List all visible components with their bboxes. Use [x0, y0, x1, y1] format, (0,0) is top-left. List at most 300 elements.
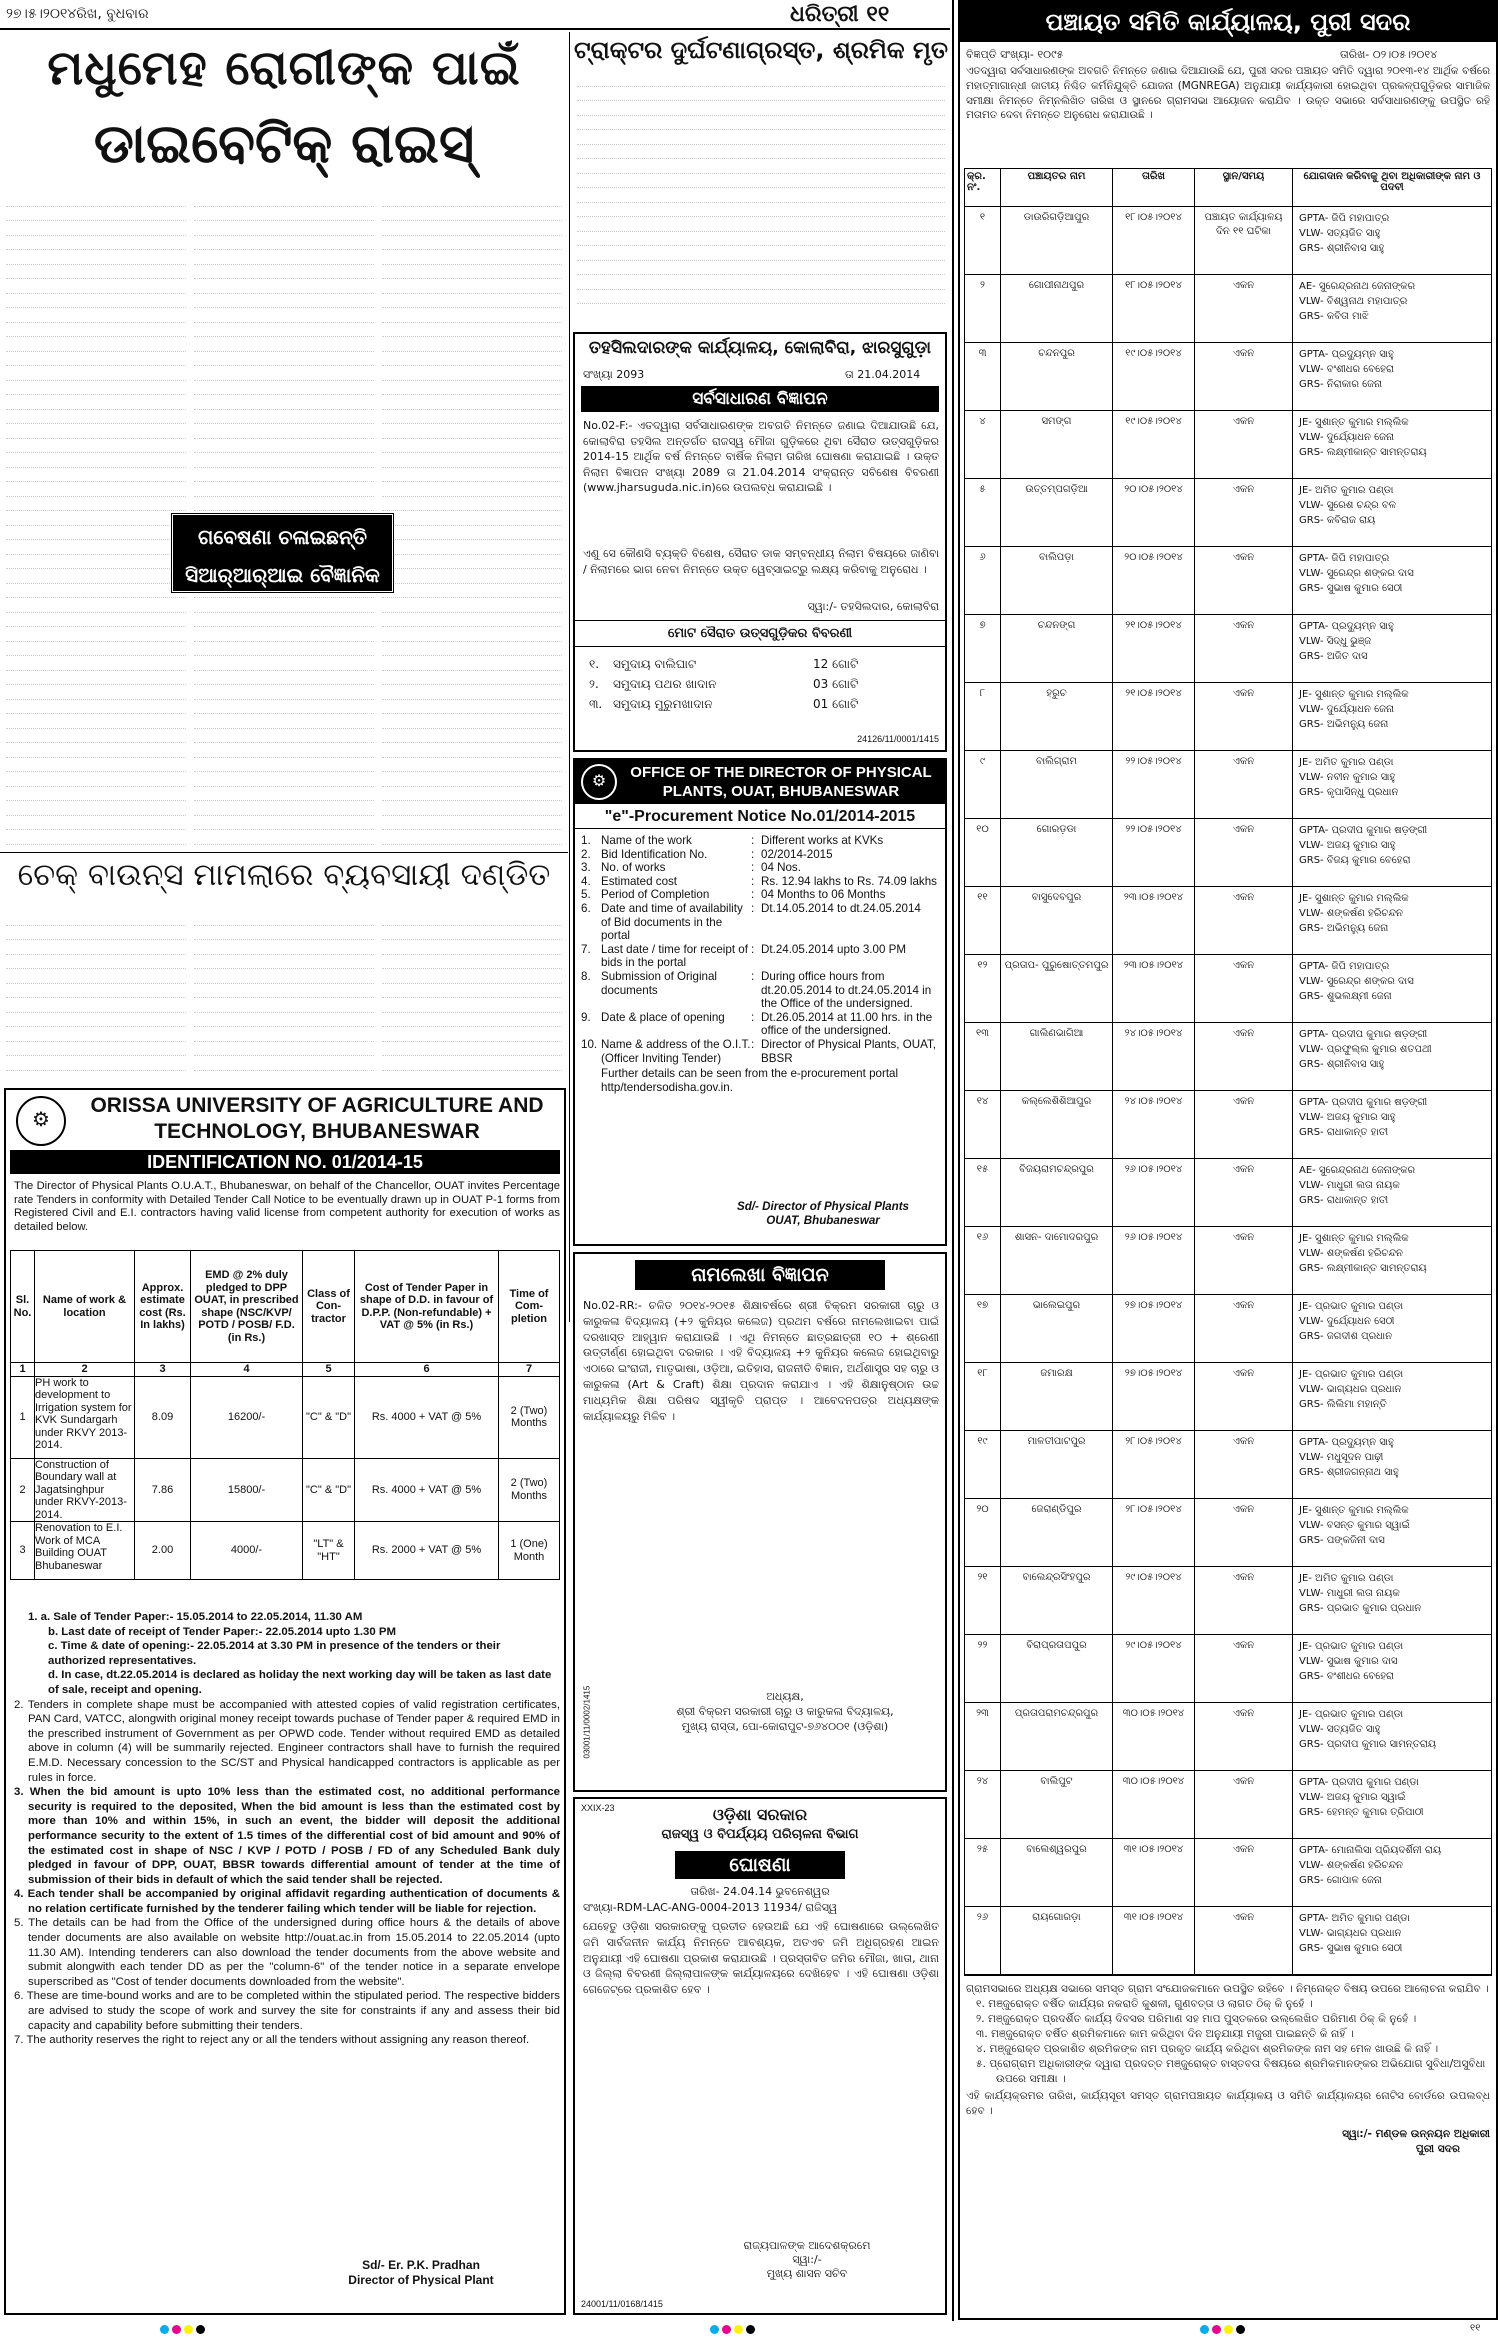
ouat-signature: Sd/- Er. P.K. Pradhan Director of Physical Plant: [348, 2258, 494, 2287]
cell-place: ଏକନ: [1195, 1635, 1293, 1702]
govt-signature: ରାଜ୍ୟପାଳଙ୍କ ଆଦେଶକ୍ରମେ ସ୍ୱା:/- ମୁଖ୍ୟ ଶାସନ ସଚିବ: [743, 2239, 871, 2280]
table-row: [965, 411, 1491, 479]
cell-name: ରାୟଗୋରଡ଼ା: [1001, 1907, 1113, 1974]
cell-name: ଚନ୍ଦନପୁର: [1001, 343, 1113, 410]
officer-line: JE- ପ୍ରଭାତ କୁମାର ପଣ୍ଡା: [1299, 1369, 1404, 1380]
officer-line: VLW- ନବୀନ କୁମାର ସାହୁ: [1299, 772, 1396, 783]
cell-name: ବାସୁଦେବପୁର: [1001, 887, 1113, 954]
tahasil-table-title: ମୋଟ ସୈରାତ ଉତ୍ସଗୁଡ଼ିକର ବିବରଣୀ: [667, 626, 853, 641]
list-item: 9. Date & place of opening : Dt.26.05.2014 at 11.00 hrs. in the office of the undersigned.: [581, 1010, 933, 1038]
col-header: Approx. estimate cost (Rs. In lakhs): [135, 1251, 191, 1363]
officer-line: GPTA- ଜିପି ମହାପାତ୍ର: [1299, 961, 1390, 972]
officer-line: JE- ପ୍ରଭାତ କୁମାର ପଣ୍ଡା: [1299, 1641, 1404, 1652]
tahasil-body: No.02-F:- ଏତଦ୍ୱାରା ସର୍ବସାଧାରଣଙ୍କ ଅବଗତି ନିମନ୍ତେ ଜଣାଇ ଦିଆଯାଉଛି ଯେ, କୋଲାବିରା ତହସିଲ ଅନ୍ତର୍ଗତ ରାଜସ୍ୱ ମୌଜା ଗୁଡ଼ିକରେ ଥିବା ସୈରାତ ଉତ୍ସଗୁଡ଼ିକର 2014-15 ଆର୍ଥିକ ବର୍ଷ ନିମନ୍ତେ ବାର୍ଷିକ ନିଲାମ ତାରିଖ ଘୋଷଣା କରାଯାଇଛି । ଉକ୍ତ ନିଲାମ ବିଜ୍ଞାପନ ସଂଖ୍ୟା 2089 ତା 21.04.2014 ସଂକ୍ରାନ୍ତ ସବିଶେଷ ବିବରଣୀ (www.jharsuguda.nic.in)ରେ ଉପଲବ୍ଧ କରାଯାଇଛି ।: [583, 419, 939, 494]
cell-name: ସମଙ୍ଗ: [1001, 411, 1113, 478]
cell-place: ଏକନ: [1195, 1703, 1293, 1770]
cell-name: ଗୋପୀନାଥପୁର: [1001, 275, 1113, 342]
govt-title1: ଓଡ଼ିଶା ସରକାର: [712, 1805, 808, 1824]
officer-line: VLW- ଶଙ୍କର୍ଷଣ ହରିଚନ୍ଦନ: [1299, 908, 1403, 919]
list-item: 8. Submission of Original documents : During office hours from dt.20.05.2014 to dt.24.05.2014 in the Office of the undersigned.: [581, 969, 932, 1011]
cell-place: ଏକନ: [1195, 955, 1293, 1022]
officer-line: GPTA- ପ୍ରଦ୍ୟୁମ୍ନ ସାହୁ: [1299, 621, 1394, 632]
officer-line: VLW- ମାଧୁରୀ ଲତା ନାୟକ: [1299, 1180, 1400, 1191]
officer-line: GRS- ନିରାକାର ଜେନା: [1299, 379, 1383, 390]
ouat-title1: ORISSA UNIVERSITY OF AGRICULTURE AND: [90, 1094, 544, 1117]
officer-line: JE- ପ୍ରଭାତ କୁମାର ପଣ୍ଡା: [1299, 1709, 1404, 1720]
panchayat-intro: ଏତଦ୍ୱାରା ସର୍ବସାଧାରଣଙ୍କ ଅବଗତି ନିମନ୍ତେ ଜଣାଇ ଦିଆଯାଉଛି ଯେ, ପୁରୀ ସଦର ପଞ୍ଚାୟତ ସମିତି ଦ୍ୱାରା ୨୦୧୩-୧୪ ଆର୍ଥିକ ବର୍ଷରେ ମହାତ୍ମାଗାନ୍ଧୀ ଜାତୀୟ ନିଶ୍ଚିତ କର୍ମନିଯୁକ୍ତି ଯୋଜନା (MGNREGA) ଅନୁଯାୟୀ କାର୍ଯ୍ୟକାରୀ ହୋଇଥିବା ପ୍ରକଳ୍ପଗୁଡ଼ିକର ସାମାଜିକ ସମୀକ୍ଷା ନିମନ୍ତେ ନିମ୍ନଲିଖିତ ତାରିଖ ଓ ସ୍ଥାନରେ ଗ୍ରାମସଭା ଆୟୋଜନ କରାଯିବ । ଉକ୍ତ ସଭାରେ ସର୍ବସାଧାରଣଙ୍କୁ ଉପସ୍ଥିତ ରହି ମତାମତ ଦେବା ନିମନ୍ତେ ଅନୁରୋଧ କରାଯାଉଛି ।: [966, 65, 1490, 122]
table-row: [965, 683, 1491, 751]
officer-line: JE- ସୁଶାନ୍ତ କୁମାର ମଲ୍ଲିକ: [1299, 417, 1409, 428]
officer-line: VLW- ସୁରେନ୍ଦ୍ର ଶଙ୍କର ଦାସ: [1299, 976, 1414, 987]
body-col1: [6, 911, 186, 1081]
cell-place: ଏକନ: [1195, 1295, 1293, 1362]
col-num: 5: [303, 1363, 355, 1377]
table-row: [965, 479, 1491, 547]
table-row: [965, 751, 1491, 819]
officer-line: AE- ସୁରେନ୍ଦ୍ରନାଥ ଜେନାଙ୍କର: [1299, 281, 1416, 292]
cell-officers: [1293, 479, 1491, 546]
tahasil-code: 24126/11/0001/1415: [857, 734, 939, 744]
cell-sl: ୧୮: [965, 1363, 1001, 1430]
cell-name: ଗୋରଡ଼ଡା: [1001, 819, 1113, 886]
cell-date: ୩୧।୦୫।୨୦୧୪: [1113, 1839, 1195, 1906]
table-row: [965, 1227, 1491, 1295]
officer-line: JE- ସୁଶାନ୍ତ କୁମାର ମଲ୍ଲିକ: [1299, 1233, 1409, 1244]
cell-place: ଏକନ: [1195, 343, 1293, 410]
footer-intro: ଗ୍ରାମସଭାରେ ଅଧ୍ୟକ୍ଷ ସଭାରେ ସମସ୍ତ ଗ୍ରାମ ସଂଯୋଜକମାନେ ଉପସ୍ଥିତ ରହିବେ । ନିମ୍ନୋକ୍ତ ବିଷୟ ଉପରେ ଆଲୋଚନା କରାଯିବ ।: [966, 1983, 1489, 1995]
officer-line: VLW- ଅଜୟ କୁମାର ସାହୁ: [1299, 840, 1396, 851]
govt-bar: ଘୋଷଣା: [675, 1851, 845, 1879]
cell-date: ୨୭।୦୫।୨୦୧୪: [1113, 1363, 1195, 1430]
officer-line: GPTA- ପ୍ରଦ୍ୟୁମ୍ନ ସାହୁ: [1299, 349, 1394, 360]
table-row: [965, 1431, 1491, 1499]
dpp-items: [581, 834, 941, 1094]
officer-line: GRS- କବିରାଜ ରାୟ: [1299, 515, 1376, 526]
cell-sl: ୨୪: [965, 1771, 1001, 1838]
officer-line: VLW- ସୁଭାଷ କୁମାର ଦାସ: [1299, 1656, 1398, 1667]
ouat-tender-ad: [4, 1088, 566, 2315]
cell-name: ମାଳତୀପାଟପୁର: [1001, 1431, 1113, 1498]
registration-dot: [710, 2325, 719, 2334]
cell-officers: [1293, 1295, 1491, 1362]
table-row: [965, 1023, 1491, 1091]
officer-line: GPTA- ଅମିତ କୁମାର ପଣ୍ଡା: [1299, 1913, 1410, 1924]
officer-line: VLW- ଦୁର୍ଯ୍ୟୋଧନ ସେଠୀ: [1299, 1316, 1395, 1327]
cell-officers: [1293, 1567, 1491, 1634]
cell-name: ଉତ୍ତମ୍ପଗଡ଼ିଆ: [1001, 479, 1113, 546]
enroll-body: No.02-RR:- ଚଳିତ ୨୦୧୪-୨୦୧୫ ଶିକ୍ଷାବର୍ଷରେ ଶ୍ରୀ ବିକ୍ରମ ସରକାରୀ ଚାରୁ ଓ କାରୁକଳା ବିଦ୍ୟାଳୟ (+୨ କୁନିୟର କଲେଜ) ପ୍ରଥମ ବର୍ଷରେ ନାମଲେଖାଇବା ପାଇଁ ଦରଖାସ୍ତ ଆହ୍ୱାନ କରାଯାଉଛି । ଏଥି ନିମନ୍ତେ ଛାତ୍ରଛାତ୍ରୀ ୧୦ + ଶ୍ରେଣୀ ଉତ୍ତୀର୍ଣ୍ଣ ହୋଇଥିବା ଦରକାର । ଏହି ବିଦ୍ୟାଳୟ +୨ କୁନିୟର କଲେଜ ହୋଇଥିବାରୁ ଏଠାରେ ଇଂରାଜୀ, ମାତୃଭାଷା, ଓଡ଼ିଆ, ଇତିହାସ, ରାଜନୀତି ବିଜ୍ଞାନ, ଅର୍ଥଶାସ୍ତ୍ର ସହ ଚାରୁ ଓ କାରୁକଳା (Art & Craft) ଶିକ୍ଷା ପ୍ରଦାନ କରାଯାଏ । ଏହି ଶିକ୍ଷାନୁଷ୍ଠାନ ଉଚ୍ଚ ମାଧ୍ୟମିକ ଶିକ୍ଷା ପରିଷଦ ସ୍ୱୀକୃତି ପ୍ରାପ୍ତ । ଆବେଦନପତ୍ର ଅଧ୍ୟକ୍ଷଙ୍କ କାର୍ଯ୍ୟାଳୟରୁ ମିଳିବ ।: [583, 1299, 939, 1423]
officer-line: VLW- ଅଜୟ କୁମାର ସ୍ୱାଇଁ: [1299, 1792, 1406, 1803]
cell-place: ଏକନ: [1195, 1499, 1293, 1566]
cell-sl: ୮: [965, 683, 1001, 750]
cell-date: ୨୬।୦୫।୨୦୧୪: [1113, 1159, 1195, 1226]
table-row: [965, 955, 1491, 1023]
cell-name: ଜେରାଣ୍ଡିପୁର: [1001, 1499, 1113, 1566]
ouat-logo-icon: ⚙: [581, 764, 617, 800]
cell-place: ଏକନ: [1195, 819, 1293, 886]
tahasil-date: ତା 21.04.2014: [845, 368, 921, 381]
officer-line: GRS- ଅଭିମନ୍ୟୁ ଜେନା: [1299, 719, 1389, 730]
cell-sl: ୧୨: [965, 955, 1001, 1022]
officer-line: GRS- କବିତା ମାଝି: [1299, 311, 1369, 322]
officer-line: GRS- ଲିଲିମା ମହାନ୍ତି: [1299, 1399, 1387, 1410]
divider: [575, 620, 945, 621]
note-7: The authority reserves the right to reject any or all the tenders without assigning any reason thereof.: [26, 2034, 530, 2047]
officer-line: GPTA- ପ୍ରଦୀପ କୁମାର ଷଡ଼ଙ୍ଗୀ: [1299, 1097, 1428, 1108]
govt-number: ସଂଖ୍ୟା-RDM-LAC-ANG-0004-2013 11934/ ରାଜିସ୍ୱ: [583, 1901, 838, 1914]
cell-sl: ୧୪: [965, 1091, 1001, 1158]
cell-sl: ୭: [965, 615, 1001, 682]
dpp-eprocurement: [573, 758, 947, 1246]
divider: [575, 646, 945, 647]
col-header: Cost of Tender Paper in shape of D.D. in favour of D.P.P. (Non-refundable) + VAT @ 5% (in Rs.): [355, 1251, 499, 1363]
officer-line: GRS- ପ୍ରଭାତ କୁମାର ପ୍ରଧାନ: [1299, 1603, 1422, 1614]
header-date: ୨୭।୫।୨୦୧୪ରିଖ, ବୁଧବାର: [6, 6, 149, 22]
officer-line: GRS- ସୁଭାଷ କୁମାର ସେଠୀ: [1299, 1943, 1403, 1954]
cell-date: ୧୯।୦୫।୨୦୧୪: [1113, 343, 1195, 410]
print-marks: [0, 2321, 1500, 2339]
list-item: 4. Estimated cost : Rs. 12.94 lakhs to Rs. 74.09 lakhs: [581, 874, 937, 888]
registration-dot: [184, 2325, 193, 2334]
story-tractor: [573, 32, 949, 332]
table-row: 2 Construction of Boundary wall at Jagatsinghpur under RKVY-2013-2014. 7.86 15800/- "C" & "D" Rs. 4000 + VAT @ 5% 2 (Two) Months: [11, 1458, 560, 1522]
officer-line: VLW- ବଂଶୀଧର ବେହେରା: [1299, 364, 1394, 375]
cell-date: ୨୧।୦୫।୨୦୧୪: [1113, 615, 1195, 682]
officer-line: GPTA- ଜିପି ମହାପାତ୍ର: [1299, 213, 1390, 224]
tahasil-body2: ଏଣୁ ସେ କୌଣସି ବ୍ୟକ୍ତି ବିଶେଷ, ସୈରାତ ଡାକ ସମ୍ବନ୍ଧୀୟ ନିଲାମ ବିଷୟରେ ଜାଣିବା / ନିଲାମରେ ଭାଗ ନେବା ନିମନ୍ତେ ଉକ୍ତ ୱେବ୍‌ସାଇଟ୍‌ରୁ ଲକ୍ଷ୍ୟ କରିବାକୁ ଅନୁରୋଧ ।: [583, 547, 939, 576]
enroll-signature: ଅଧ୍ୟକ୍ଷ, ଶ୍ରୀ ବିକ୍ରମ ସରକାରୀ ଚାରୁ ଓ କାରୁକଳା ବିଦ୍ୟାଳୟ, ମୁଖ୍ୟ ରାସ୍ତା, ପୋ-କୋରାପୁଟ-୭୬୪୦୦୧ (ଓଡ଼ିଶା): [676, 1690, 894, 1733]
officer-line: GRS- ଶୁଭଲକ୍ଷ୍ମୀ ଜେନା: [1299, 991, 1392, 1002]
table-row: [965, 1499, 1491, 1567]
note-1c: Time & date of opening:- 22.05.2014 at 3.30 PM in presence of the tenders or their authorized representatives.: [48, 1640, 501, 1667]
cell-name: ବାଲିଗ୍ରାମ: [1001, 751, 1113, 818]
ouat-intro: The Director of Physical Plants O.U.A.T., Bhubaneswar, on behalf of the Chancellor, OUAT invites Percentage rate Tenders in conformity with Detailed Tender Call Notice to be eventually drawn up in OUAT P-1 forms from Registered Civil and E.I. contractors having valid license from competent authority for execution of works as detailed below.: [14, 1180, 560, 1233]
officer-line: VLW- ଭାଗ୍ୟଧର ପ୍ରଧାନ: [1299, 1928, 1402, 1939]
cell-name: ଶାସନ- ଦାମୋଦରପୁର: [1001, 1227, 1113, 1294]
list-item: ୪. ମଞ୍ଜୁରୋକ୍ତ ପ୍ରକାଶିତ ଶ୍ରମିକଙ୍କ ନାମ ପ୍ରକୃତ କାର୍ଯ୍ୟ କରିଥିବା ଶ୍ରମିକଙ୍କ ନାମ ସହ ମେଳ ଖାଉଛି କି ନାହିଁ ।: [976, 2043, 1439, 2055]
cell-date: ୨୭।୦୫।୨୦୧୪: [1113, 1295, 1195, 1362]
cell-officers: [1293, 1499, 1491, 1566]
enrollment-notice: [573, 1252, 947, 1792]
cell-name: ଚନ୍ଦନଙ୍ଗ: [1001, 615, 1113, 682]
cell-date: ୩୧।୦୫।୨୦୧୪: [1113, 1907, 1195, 1974]
cell-sl: ୧୧: [965, 887, 1001, 954]
cell-date: ୨୩।୦୫।୨୦୧୪: [1113, 955, 1195, 1022]
cell-sl: ୫: [965, 479, 1001, 546]
cell-sl: ୬: [965, 547, 1001, 614]
col-num: 1: [11, 1363, 35, 1377]
col-num: 2: [35, 1363, 135, 1377]
list-item: ୩. ମଞ୍ଜୁରୋକ୍ତ ବର୍ଷିତ ଶ୍ରମିକମାନେ କାମ କରିଥିବା ଦିନ ଅନୁଯାୟୀ ମଜୁରୀ ପାଇଛନ୍ତି କି ନାହିଁ ।: [976, 2028, 1354, 2040]
officer-line: GRS- ଗୋପାଳ ଜେନା: [1299, 1875, 1382, 1886]
cell-name: ଜମାରକ୍ଷ: [1001, 1363, 1113, 1430]
note-2: Tenders in complete shape must be accompanied with attested copies of valid registration certificates, PAN Card, VATCC, alongwith original money receipt towards puchase of Tender paper & required EMD in the prescribed instrument of Government as per OPWD code. Tender without required EMD as detailed above in column (4) will be summarily rejected. Engineer contractors shall have to furnish the required E.M.D. Necessary concession to the SC/ST and Physical handicapped contractors is applicable as per rules in force.: [27, 1698, 560, 1784]
officer-line: VLW- ମାଧୁରୀ ଲତା ନାୟକ: [1299, 1588, 1400, 1599]
tahasil-items: [589, 654, 929, 714]
officer-line: JE- ଅମିତ କୁମାର ପଣ୍ଡା: [1299, 757, 1394, 768]
officer-line: VLW- ମଧୁସୂଦନ ପାଢ଼ୀ: [1299, 1452, 1384, 1463]
officer-line: GRS- ସୁଭାଷ କୁମାର ସେଠୀ: [1299, 583, 1403, 594]
officer-line: JE- ସୁଶାନ୍ତ କୁମାର ମଲ୍ଲିକ: [1299, 689, 1409, 700]
table-body: [965, 207, 1491, 1975]
dpp-notice: "e"-Procurement Notice No.01/2014-2015: [575, 808, 945, 829]
cell-officers: [1293, 751, 1491, 818]
cell-name: ଭାଲେଇପୁର: [1001, 1295, 1113, 1362]
cell-sl: ୨୬: [965, 1907, 1001, 1974]
cell-officers: [1293, 207, 1491, 274]
table-header: କ୍ର. ନଂ. ପଞ୍ଚାୟତର ନାମ ତାରିଖ ସ୍ଥାନ/ସମୟ ଯୋଗଦାନ କରିବାକୁ ଥିବା ଅଧିକାରୀଙ୍କ ନାମ ଓ ପଦବୀ: [965, 169, 1491, 207]
column-rule: [952, 0, 954, 2339]
cell-place: ଏକନ: [1195, 547, 1293, 614]
cell-officers: [1293, 1023, 1491, 1090]
panchayat-number: ବିଜ୍ଞପ୍ତି ସଂଖ୍ୟା- ୧୦୯୫: [966, 48, 1064, 61]
col-num: 6: [355, 1363, 499, 1377]
cell-officers: [1293, 615, 1491, 682]
officer-line: GRS- ଶ୍ରୀଜଗନ୍ନାଥ ସାହୁ: [1299, 1467, 1399, 1478]
cell-officers: [1293, 343, 1491, 410]
officer-line: GRS- ରାଧାକାନ୍ତ ହାତୀ: [1299, 1195, 1389, 1206]
registration-dot: [734, 2325, 743, 2334]
table-row: 3 Renovation to E.I. Work of MCA Building OUAT Bhubaneswar 2.00 4000/- "LT" & "HT" Rs. 2000 + VAT @ 5% 1 (One) Month: [11, 1522, 560, 1580]
ouat-table: [10, 1250, 560, 1580]
registration-dot: [746, 2325, 755, 2334]
cell-place: ଏକନ: [1195, 1159, 1293, 1226]
cell-sl: ୧୩: [965, 1023, 1001, 1090]
cell-place: ଏକନ: [1195, 1091, 1293, 1158]
cell-sl: ୧: [965, 207, 1001, 274]
table-row: [965, 1159, 1491, 1227]
cell-officers: [1293, 1227, 1491, 1294]
ouat-idbar: IDENTIFICATION NO. 01/2014-15: [10, 1150, 560, 1174]
panchayat-sign2: ପୁରୀ ସଦର: [1415, 2143, 1460, 2155]
page-number: ୧୧: [1470, 2323, 1481, 2334]
cell-name: ଡାଉରିଗଡ଼ିଆପୁର: [1001, 207, 1113, 274]
govt-title2: ରାଜସ୍ୱ ଓ ବିପର୍ଯ୍ୟୟ ପରିଚାଳନା ବିଭାଗ: [661, 1827, 859, 1842]
col-header: Class of Con-tractor: [303, 1251, 355, 1363]
officer-line: VLW- ସତ୍ୟଜିତ ସାହୁ: [1299, 1724, 1381, 1735]
ouat-title2: TECHNOLOGY, BHUBANESWAR: [154, 1120, 480, 1143]
cell-sl: ୨: [965, 275, 1001, 342]
officer-line: GRS- ବିଜୟ କୁମାର ବେହେରା: [1299, 855, 1411, 866]
table-row: [965, 1295, 1491, 1363]
list-item: ୨. ମଞ୍ଜୁରୋକ୍ତ ପ୍ରଦର୍ଶିତ କାର୍ଯ୍ୟ ଦିବସର ପରିମାଣ ସହ ମାପ ପୁସ୍ତକରେ ଉଲ୍ଲେଖିତ ପରିମାଣ ଠିକ୍ କି ନୁହେଁ ।: [976, 2013, 1417, 2025]
cell-officers: [1293, 955, 1491, 1022]
officer-line: JE- ଅମିତ କୁମାର ପଣ୍ଡା: [1299, 1573, 1394, 1584]
tahasil-number: ସଂଖ୍ୟା 2093: [583, 368, 645, 381]
registration-dot: [1224, 2325, 1233, 2334]
cell-name: କଲ୍ଲେଶିଶିଆପୁର: [1001, 1091, 1113, 1158]
enroll-title: ନାମଲେଖା ବିଜ୍ଞାପନ: [635, 1260, 885, 1290]
tahasil-bar: ସର୍ବସାଧାରଣ ବିଜ୍ଞାପନ: [581, 386, 939, 412]
col-num: 7: [499, 1363, 560, 1377]
cell-date: ୨୧।୦୫।୨୦୧୪: [1113, 683, 1195, 750]
body-col3: [382, 911, 562, 1081]
body-col3: [382, 192, 562, 852]
govt-body: ଯେହେତୁ ଓଡ଼ିଶା ସରକାରଙ୍କୁ ପ୍ରତୀତ ହେଉଅଛି ଯେ ଏହି ଘୋଷଣାରେ ଉଲ୍ଲେଖିତ ଜମି ସାର୍ବଜନୀନ କାର୍ଯ୍ୟ ନିମନ୍ତେ ଆବଶ୍ୟକ, ଅତଏବ ଜମି ଅଧିଗ୍ରହଣ ଆଇନ ଅନୁଯାୟୀ ଏହି ଘୋଷଣା ପ୍ରକାଶ କରାଯାଉଛି । ପ୍ରସ୍ତାବିତ ଜମିର ମୌଜା, ଖାତା, ଥାନା ଓ ଜିଲ୍ଲା ବିବରଣୀ ଜିଲ୍ଲାପାଳଙ୍କ କାର୍ଯ୍ୟାଳୟରେ ଦେଖିହେବ । ଏହି ଘୋଷଣା ଓଡ଼ିଶା ଗେଜେଟ୍‌ରେ ପ୍ରକାଶିତ ହେବ ।: [583, 1920, 939, 1997]
cell-date: ୨୩।୦୫।୨୦୧୪: [1113, 887, 1195, 954]
cell-date: ୨୮।୦୫।୨୦୧୪: [1113, 1499, 1195, 1566]
table-row: 1 PH work to development to Irrigation system for KVK Sundargarh under RKVY 2013-2014. 8.09 16200/- "C" & "D" Rs. 4000 + VAT @ 5% 2 (Two) Months: [11, 1376, 560, 1458]
cell-officers: [1293, 1431, 1491, 1498]
note-4: Each tender shall be accompanied by original affidavit regarding authentication of documents & no relation certificate furnished by the tenderer failing which tender will be liable for rejection.: [27, 1888, 560, 1915]
cell-sl: ୨୧: [965, 1567, 1001, 1634]
cell-place: ଏକନ: [1195, 1907, 1293, 1974]
table-row: [965, 343, 1491, 411]
cell-officers: [1293, 547, 1491, 614]
panchayat-notice: [958, 0, 1498, 2320]
list-item: ୧. ସମୁଦାୟ ବାଲିଘାଟ 12 ଗୋଟି: [589, 657, 859, 671]
cell-sl: ୨୦: [965, 1499, 1001, 1566]
cell-officers: [1293, 1363, 1491, 1430]
cell-date: ୨୦।୦୫।୨୦୧୪: [1113, 479, 1195, 546]
registration-dot: [722, 2325, 731, 2334]
cell-name: ବିରାପ୍ରତାପପୁର: [1001, 1635, 1113, 1702]
cell-officers: [1293, 1839, 1491, 1906]
cell-name: ବାଲେନ୍ଦ୍ରସିଂହପୁର: [1001, 1567, 1113, 1634]
officer-line: JE- ସୁଶାନ୍ତ କୁମାର ମଲ୍ଲିକ: [1299, 1505, 1409, 1516]
note-1a: Sale of Tender Paper:- 15.05.2014 to 22.05.2014, 11.30 AM: [53, 1611, 363, 1623]
cell-date: ୧୮।୦୫।୨୦୧୪: [1113, 275, 1195, 342]
page-header: [0, 0, 950, 30]
list-item: ୩. ସମୁଦାୟ ମୁରୁମଖାଦାନ 01 ଗୋଟି: [589, 697, 859, 711]
list-item: 7. Last date / time for receipt of bids in the portal : Dt.24.05.2014 upto 3.00 PM: [581, 942, 907, 970]
cell-name: ବାଲେଶ୍ୱରପୁର: [1001, 1839, 1113, 1906]
officer-line: VLW- ଅଜୟ କୁମାର ସାହୁ: [1299, 1112, 1396, 1123]
officer-line: GRS- ପଙ୍କଜିନୀ ଦାସ: [1299, 1535, 1385, 1546]
registration-dot: [1212, 2325, 1221, 2334]
govt-announcement: [573, 1797, 947, 2315]
officer-line: JE- ପ୍ରଭାତ କୁମାର ପଣ୍ଡା: [1299, 1301, 1404, 1312]
officer-line: GRS- ଜଗଦୀଶ ପ୍ରଧାନ: [1299, 1331, 1393, 1342]
note-3: When the bid amount is upto 10% less than the estimated cost, no additional performance security is required to the deposited, When the bid amount is less than the estimated cost by more than 10% and within 15%, in such an event, the bidder will deposit the additional performance security to the extent of 1.5 times of the differential cost of bid amount and 90% of the estimated cost in shape of NSC / KVP / POTD / POSB / FD of any Scheduled Bank duly pledged in favour of DPP, OUAT, BBSR towards differential amount of tender at the time of submission of their bids in default of which the said tender shall be rejected.: [28, 1786, 560, 1886]
table-row: [965, 1907, 1491, 1975]
cell-name: ବିଜୟରାମଚନ୍ଦ୍ରପୁର: [1001, 1159, 1113, 1226]
list-item: 3. No. of works : 04 Nos.: [581, 861, 801, 875]
cell-place: ଏକନ: [1195, 751, 1293, 818]
cell-place: ଏକନ: [1195, 887, 1293, 954]
cell-officers: [1293, 1907, 1491, 1974]
cell-date: ୨୨।୦୫।୨୦୧୪: [1113, 751, 1195, 818]
cell-officers: [1293, 887, 1491, 954]
body-col2: [194, 911, 374, 1081]
note-6: These are time-bound works and are to be completed within the stipulated period. The respective bidders are advised to study the scope of work and survey the site for constraints if any and assess their bid capacity and capability before submitting their tenders.: [26, 1990, 560, 2032]
table-row: [965, 207, 1491, 275]
officer-line: VLW- ପ୍ରଫୁଲ୍ଲ କୁମାର ଶତପଥୀ: [1299, 1044, 1432, 1055]
officer-line: VLW- ବସନ୍ତ କୁମାର ସ୍ୱାଇଁ: [1299, 1520, 1410, 1531]
cell-place: ଏକନ: [1195, 1771, 1293, 1838]
list-item: ୨. ସମୁଦାୟ ପଥର ଖାଦାନ 03 ଗୋଟି: [589, 677, 859, 691]
cell-officers: [1293, 275, 1491, 342]
table-row: [965, 887, 1491, 955]
dpp-signature: Sd/- Director of Physical Plants OUAT, Bhubaneswar: [736, 1200, 910, 1227]
govt-date: ତାରିଖ- 24.04.14 ଭୁବନେଶ୍ୱର: [690, 1885, 830, 1898]
panchayat-date: ତାରିଖ- ୦୨।୦୫।୨୦୧୪: [1340, 48, 1438, 61]
table-row: [965, 1703, 1491, 1771]
cell-date: ୨୮।୦୫।୨୦୧୪: [1113, 1431, 1195, 1498]
col-num: 3: [135, 1363, 191, 1377]
officer-line: GRS- ଲକ୍ଷ୍ମୀକାନ୍ତ ସାମନ୍ତରାୟ: [1299, 1263, 1427, 1274]
note-1b: Last date of receipt of Tender Paper:- 22.05.2014 upto 1.30 PM: [61, 1625, 396, 1638]
note-1d: In case, dt.22.05.2014 is declared as holiday the next working day will be taken as last date of sale, receipt and opening.: [48, 1669, 552, 1696]
cell-place: ପଞ୍ଚାୟତ କାର୍ଯ୍ୟାଳୟ ଦିନ ୧୧ ଘଟିକା: [1195, 207, 1293, 274]
body: [577, 72, 945, 325]
table-row: [965, 819, 1491, 887]
cell-place: ଏକନ: [1195, 1431, 1293, 1498]
officer-line: VLW- ଶଙ୍କର୍ଷଣ ହରିଚନ୍ଦନ: [1299, 1860, 1403, 1871]
registration-dot: [1236, 2325, 1245, 2334]
govt-code-top: XXIX-23: [581, 1803, 615, 1813]
officer-line: GRS- ରାଧାକାନ୍ତ ହାତୀ: [1299, 1127, 1389, 1138]
footer-closing: ଏହି କାର୍ଯ୍ୟକ୍ରମର ତାରିଖ, କାର୍ଯ୍ୟସୂଚୀ ସମସ୍ତ ଗ୍ରାମପଞ୍ଚାୟତ କାର୍ଯ୍ୟାଳୟ ଓ ସମିତି କାର୍ଯ୍ୟାଳୟର ନୋଟିସ ବୋର୍ଡରେ ଉପଲବ୍ଧ ହେବ ।: [966, 2090, 1490, 2117]
panchayat-sign1: ସ୍ୱା:/- ମଣ୍ଡଳ ଉନ୍ନୟନ ଅଧିକାରୀ: [1342, 2128, 1490, 2140]
list-item: 10. Name & address of the O.I.T. (Officer Inviting Tender) : Director of Physical Plants, OUAT, BBSR: [581, 1037, 937, 1065]
cell-name: ପ୍ରତାପ- ପୁରୁଷୋତ୍ତମପୁର: [1001, 955, 1113, 1022]
cell-sl: ୧୫: [965, 1159, 1001, 1226]
cell-place: ଏକନ: [1195, 479, 1293, 546]
table-row: [965, 1567, 1491, 1635]
cell-officers: [1293, 1771, 1491, 1838]
registration-dot: [160, 2325, 169, 2334]
officer-line: GRS- ଶ୍ରୀନିବାସ ସାହୁ: [1299, 243, 1385, 254]
panchayat-title: ପଞ୍ଚାୟତ ସମିତି କାର୍ଯ୍ୟାଳୟ, ପୁରୀ ସଦର: [960, 2, 1496, 42]
officer-line: JE- ସୁଶାନ୍ତ କୁମାର ମଲ୍ଲିକ: [1299, 893, 1409, 904]
tahasil-sign: ସ୍ୱା:/- ତହସିଲଦାର, କୋଲାବିରା: [807, 600, 939, 613]
cell-place: ଏକନ: [1195, 275, 1293, 342]
table-row: [965, 1635, 1491, 1703]
cell-officers: [1293, 1703, 1491, 1770]
col-header: Time of Com-pletion: [499, 1251, 560, 1363]
list-item: 6. Date and time of availability of Bid documents in the portal : Dt.14.05.2014 to dt.24.05.2014: [581, 901, 921, 943]
table-row: [965, 1363, 1491, 1431]
officer-line: GRS- ହେମନ୍ତ କୁମାର ତ୍ରିପାଠୀ: [1299, 1807, 1424, 1818]
headline: ଟ୍ରାକ୍ଟର ଦୁର୍ଘଟଣାଗ୍ରସ୍ତ, ଶ୍ରମିକ ମୃତ: [574, 36, 948, 64]
column-rule: [569, 32, 570, 1322]
list-item: 2. Bid Identification No. : 02/2014-2015: [581, 847, 833, 861]
table-row: [965, 1839, 1491, 1907]
registration-dot: [196, 2325, 205, 2334]
officer-line: GPTA- ଜିପି ମହାପାତ୍ର: [1299, 553, 1390, 564]
panchayat-table: [964, 168, 1492, 1976]
col-header: Name of work & location: [35, 1251, 135, 1363]
dpp-title1: OFFICE OF THE DIRECTOR OF PHYSICAL: [630, 764, 932, 781]
govt-code: 24001/11/0168/1415: [581, 2299, 663, 2309]
cell-place: ଏକନ: [1195, 1363, 1293, 1430]
cell-date: ୨୪।୦୫।୨୦୧୪: [1113, 1023, 1195, 1090]
officer-line: GRS- ଲକ୍ଷ୍ମୀକାନ୍ତ ସାମନ୍ତରାୟ: [1299, 447, 1427, 458]
officer-line: GPTA- ପ୍ରଦୀପ କୁମାର ଷଡ଼ଙ୍ଗୀ: [1299, 1029, 1428, 1040]
section-label: ଧରିତ୍ରୀ ୧୧: [790, 2, 890, 27]
officer-line: GPTA- ମୋନାଲିସା ପ୍ରିୟଦର୍ଶିନୀ ରାୟ: [1299, 1845, 1442, 1856]
cell-sl: ୧୦: [965, 819, 1001, 886]
table-row: [965, 1771, 1491, 1839]
officer-line: GRS- ଅଜିତ ଦାସ: [1299, 651, 1368, 662]
cell-date: ୨୯।୦୫।୨୦୧୪: [1113, 1567, 1195, 1634]
cell-place: ଏକନ: [1195, 1227, 1293, 1294]
ouat-logo-icon: ⚙: [16, 1096, 66, 1146]
cell-officers: [1293, 1159, 1491, 1226]
list-item: ୧. ମଞ୍ଜୁରୋକ୍ତ ବର୍ଷିତ କାର୍ଯ୍ୟର ନକରାତି କୁଶଳୀ, ଗୁଣବତ୍ତା ଓ ଲାଗତ ଠିକ୍ କି ନୁହେଁ ।: [976, 1998, 1313, 2010]
headline-line1: ମଧୁମେହ ରୋଗୀଙ୍କ ପାଇଁ: [47, 40, 521, 96]
officer-line: VLW- ସୁରେଶ ଚନ୍ଦ୍ର ବଳ: [1299, 500, 1396, 511]
officer-line: GRS- କୃପାସିନ୍ଧୁ ପ୍ରଧାନ: [1299, 787, 1399, 798]
subhead-box: ଗବେଷଣା ଚଳାଇଛନ୍ତି ସିଆର୍‌ଆର୍‌ଆଇ ବୈଜ୍ଞାନିକ: [170, 512, 395, 594]
officer-line: GPTA- ପ୍ରଦ୍ୟୁମ୍ନ ସାହୁ: [1299, 1437, 1394, 1448]
cell-date: ୨୯।୦୫।୨୦୧୪: [1113, 1635, 1195, 1702]
cell-officers: [1293, 1091, 1491, 1158]
cell-date: ୧୯।୦୫।୨୦୧୪: [1113, 411, 1195, 478]
note-5: The details can be had from the Office of the undersigned during office hours & the details of above tender documents are also available on website http://ouat.ac.in from 15.05.2014 to 22.05.2014 (upto 11.30 AM). Intending tenderers can also download the tender documents from the above website and submit alongwith each tender DD as per the "column-6" of the tender notice in a separate envelope superscribed as "Cost of tender documents downloaded from the website".: [28, 1917, 560, 1988]
tahasil-title: ତହସିଲଦାରଙ୍କ କାର୍ଯ୍ୟାଳୟ, କୋଲାବିରା, ଝାରସୁଗୁଡ଼ା: [588, 338, 932, 358]
